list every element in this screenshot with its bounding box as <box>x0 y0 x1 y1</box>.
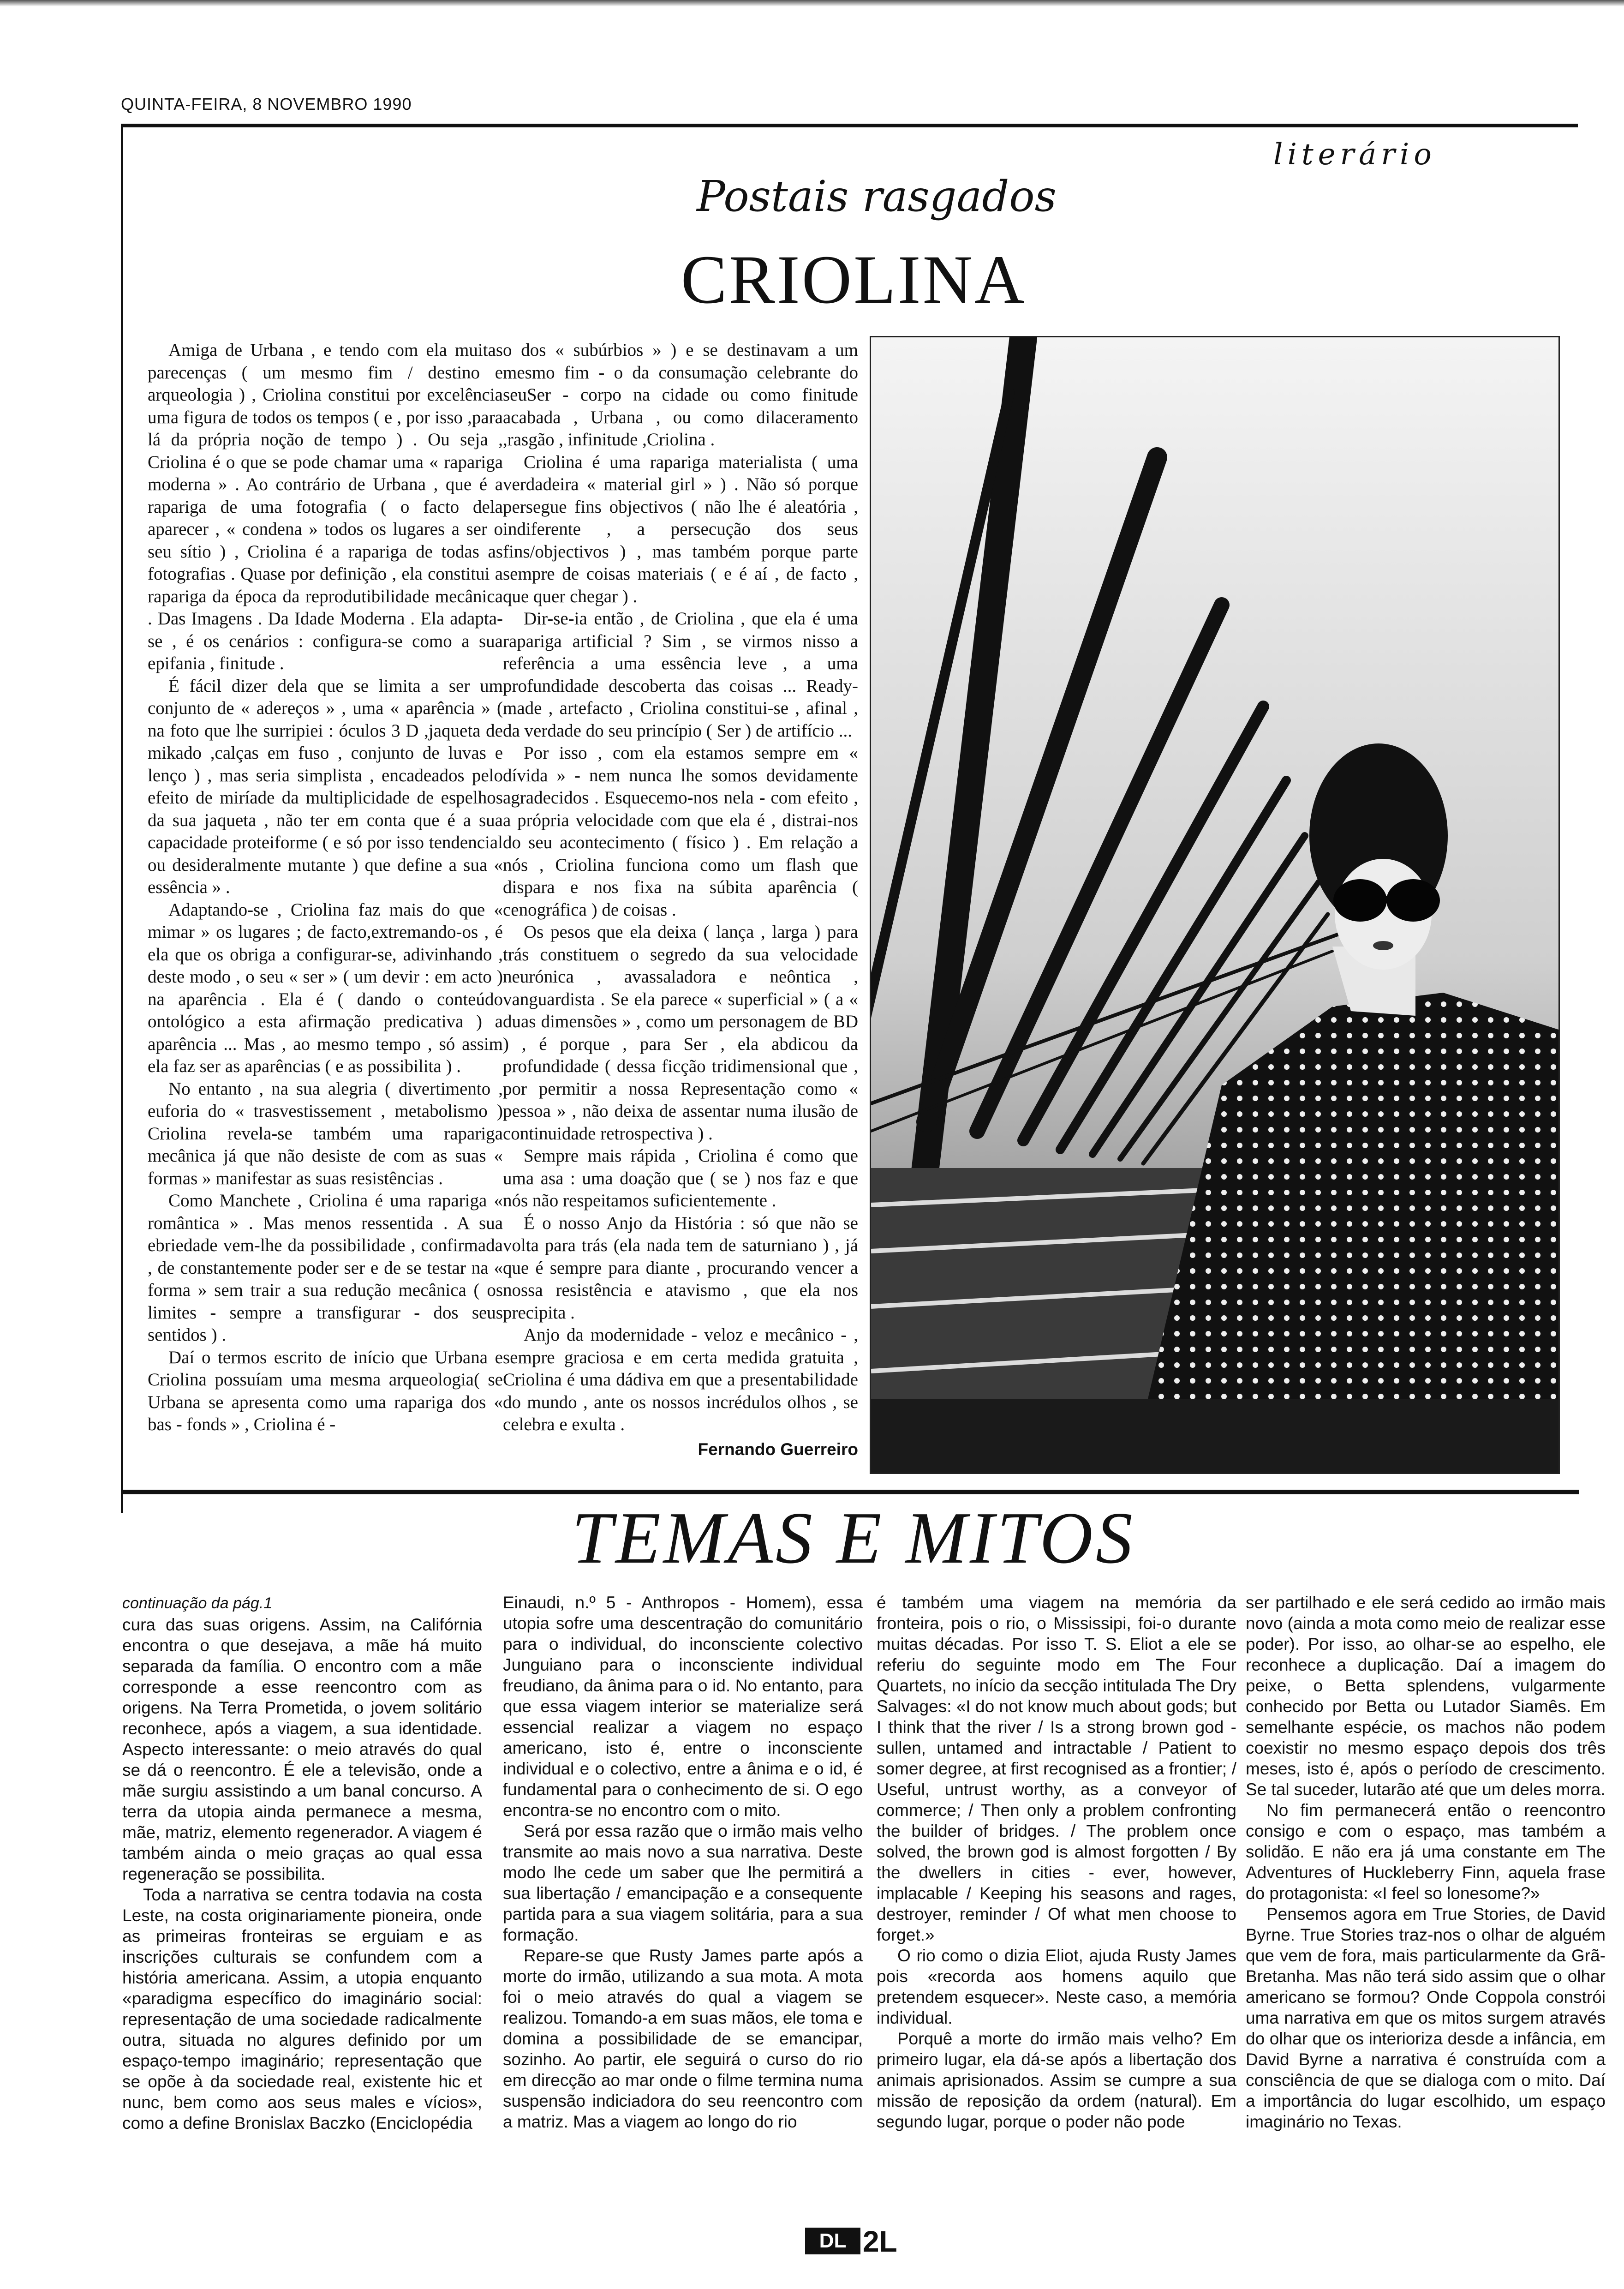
article-photo <box>870 336 1560 1474</box>
paragraph: Amiga de Urbana , e tendo com ela muitas parecenças ( um mesmo fim / destino e arqueologia ) , Criolina constitui por excelência uma figura de todos os tempos ( e , por isso ,para lá da própria noção de tempo ) . Ou seja , Criolina é o que se pode chamar uma « rapariga moderna » . Ao contrário de Urbana , que é a rapariga de uma fotografia ( o facto dela aparecer , « condena » todos os lugares a ser o seu sítio ) , Criolina é a rapariga de todas as fotografias . Quase por definição , ela constitui a rapariga da época da reprodutibilidade mecânica . Das Imagens . Da Idade Moderna . Ela adapta-se , é os cenários : configura-se como a sua epifania , finitude . <box>148 340 503 673</box>
paragraph: o dos « subúrbios » ) e se destinavam a um mesmo fim - o da consumação celebrante do seuSer - corpo na cidade ou como finitude acabada , Urbana , ou como dilaceramento ,rasgão , infinitude ,Criolina . <box>503 340 858 449</box>
paragraph: Será por essa razão que o irmão mais velho transmite ao mais novo a sua narrativa. Deste modo lhe cede um saber que lhe permitirá a sua libertação / emancipação e a consequente partida para a sua viagem solitária, para a sua formação. <box>503 1822 863 1944</box>
paragraph: Porquê a morte do irmão mais velho? Em primeiro lugar, ela dá-se após a libertação dos animais aprisionados. Assim se cumpre a sua missão de reposição da ordem (natural). Em segundo lugar, porque o poder não pode <box>877 2029 1236 2131</box>
paragraph: Por isso , com ela estamos sempre em « dívida » - nem nunca lhe somos devidamente agradecidos . Esquecemo-nos nela - com efeito , a própria velocidade com que ela é , distrai-nos do seu acontecimento ( físico ) . Em relação a nós , Criolina funciona como um flash que dispara e nos fixa na súbita aparência ( cenográfica ) de coisas . <box>503 743 858 920</box>
paragraph: Einaudi, n.º 5 - Anthropos - Homem), essa utopia sofre uma descentração do comunitário para o individual, do inconsciente colectivo Junguiano para o inconsciente individual freudiano, da ânima para o id. No entanto, para que essa viagem interior se materialize será essencial realizar a viagem no espaço americano, isto é, entre o inconsciente individual e o colectivo, entre a ânima e o id, é fundamental para o conhecimento de si. O ego encontra-se no encontro com o mito. <box>503 1593 863 1820</box>
photo-illustration <box>871 337 1558 1473</box>
scan-edge <box>0 0 1624 6</box>
paragraph: Daí o termos escrito de início que Urbana e Criolina possuíam uma mesma arqueologia( se Urbana se apresenta como uma rapariga dos « bas - fonds » , Criolina é - <box>148 1347 503 1434</box>
paragraph: Pensemos agora em True Stories, de David Byrne. True Stories traz-nos o olhar de alguém que vem de fora, mais particularmente da Grã-Bretanha. Mas não terá sido assim que o olhar americano se formou? Onde Coppola constrói uma narrativa em que os mitos surgem através do olhar que os interioriza desde a infância, em David Byrne a narrativa é construída com a consciência de que se dialoga com o mito. Daí a importância do lugar escolhido, um espaço imaginário no Texas. <box>1246 1905 1606 2131</box>
article-kicker: Postais rasgados <box>697 172 1057 221</box>
paragraph: Criolina é uma rapariga materialista ( uma verdadeira « material girl » ) . Não só porque persegue fins objectivos ( não lhe é aleatória , indiferente , a persecução dos seus fins/objectivos ) , mas também porque parte sempre de coisas materiais ( e é aí , de facto , que quer chegar ) . <box>503 452 858 606</box>
paragraph: Anjo da modernidade - veloz e mecânico - , sempre graciosa e em certa medida gratuita , Criolina é uma dádiva em que a presentabilidade do mundo , ante os nossos incrédulos olhos , se celebra e exulta . <box>503 1325 858 1434</box>
article-title: CRIOLINA <box>681 241 1027 318</box>
publication-logo: DL <box>805 2228 860 2254</box>
column-1 <box>122 1614 482 2210</box>
paragraph: ser partilhado e ele será cedido ao irmão mais novo (ainda a mota como meio de realizar esse poder). Por isso, ao olhar-se ao espelho, ele reconhece a duplicação. Daí a imagem do peixe, o Betta splendens, vulgarmente conhecido por Betta ou Lutador Siamês. Em semelhante espécie, os machos não podem coexistir no mesmo espaço depois dos três meses, isto é, após o período de crescimento. Se tal suceder, lutarão até que um deles morra. <box>1246 1593 1606 1799</box>
column-2 <box>503 1592 863 2211</box>
paragraph: É o nosso Anjo da História : só que não se volta para trás (ela nada tem de saturniano ) , já que é sempre para diante , procurando vencer a nossa resistência e atavismo , que ela nos precipita . <box>503 1213 858 1323</box>
continuation-note: continuação da pág.1 <box>122 1594 273 1612</box>
article-column-2 <box>503 339 858 1447</box>
paragraph: Repare-se que Rusty James parte após a morte do irmão, utilizando a sua mota. A mota foi o meio através do qual a viagem se realizou. Tomando-a em suas mãos, ele toma e domina a possibilidade de se emancipar, sozinho. Ao partir, ele seguirá o curso do rio em direcção ao mar onde o filme termina numa suspensão indiciadora do seu reencontro com a matriz. Mas a viagem ao longo do rio <box>503 1946 863 2131</box>
article-column-1 <box>148 339 503 1470</box>
paragraph: No entanto , na sua alegria ( divertimento , euforia do « trasvestissement , metabolismo ) Criolina revela-se também uma rapariga mecânica já que não desiste de com as suas « formas » manifestar as suas resistências . <box>148 1079 503 1188</box>
paragraph: No fim permanecerá então o reencontro consigo e com o espaço, mas também a solidão. E não era já uma constante em The Adventures of Huckleberry Finn, aquela frase do protagonista: «I feel so lonesome?» <box>1246 1801 1606 1903</box>
left-rule <box>121 124 123 1513</box>
top-rule <box>121 124 1578 127</box>
column-3 <box>877 1592 1236 2211</box>
paragraph: Como Manchete , Criolina é uma rapariga « romântica » . Mas menos ressentida . A sua ebriedade vem-lhe da possibilidade , confirmada , de constantemente poder ser e de se testar na « forma » sem trair a sua redução mecânica ( os limites - sempre a transfigurar - dos seus sentidos ) . <box>148 1191 503 1345</box>
paragraph: Adaptando-se , Criolina faz mais do que « mimar » os lugares ; de facto,extremando-os , é ela que os obriga a configurar-se, adivinhando , deste modo , o seu « ser » ( um devir : em acto ) na aparência . Ela é ( dando o conteúdo ontológico a esta afirmação predicativa ) a aparência ... Mas , ao mesmo tempo , só assim ela faz ser as aparências ( e as possibilita ) . <box>148 899 503 1076</box>
paragraph: cura das suas origens. Assim, na Califórnia encontra o que desejava, a mãe há muito separada da família. O encontro com a mãe corresponde a esse reencontro com as origens. Na Terra Prometida, o jovem solitário reconhece, após a viagem, a sua identidade. Aspecto interessante: o meio através do qual se dá o reencontro. É ele a televisão, onde a mãe surgiu assistindo a um banal concurso. A terra da utopia ainda permanece a mesma, mãe, matriz, elemento regenerador. A viagem é também ainda o meio graças ao qual essa regeneração se possibilita. <box>122 1615 482 1883</box>
paragraph: Sempre mais rápida , Criolina é como que uma asa : uma doação que ( se ) nos faz e que nós não respeitamos suficientemente . <box>503 1146 858 1210</box>
paragraph: É fácil dizer dela que se limita a ser um conjunto de « adereços » , uma « aparência » ( na foto que lhe surripiei : óculos 3 D ,jaqueta de mikado ,calças em fuso , conjunto de luvas e lenço ) , mas seria simplista , encadeados pelo efeito de miríade da multiplicidade de espelhos da sua jaqueta , não ter em conta que é a sua capacidade proteiforme ( e só por isso tendencial ou desideralmente mutante ) que define a sua « essência » . <box>148 676 503 897</box>
section-divider <box>121 1490 1579 1494</box>
column-4 <box>1246 1592 1606 2211</box>
section-title: TEMAS E MITOS <box>572 1497 1135 1579</box>
paragraph: é também uma viagem na memória da fronteira, pois o rio, o Mississipi, foi-o durante muitas décadas. Por isso T. S. Eliot a ele se referiu do seguinte modo em The Four Quartets, no início da secção intitulada The Dry Salvages: «I do not know much about gods; but I think that the river / Is a strong brown god - sullen, untamed and intractable / Patient to somer degree, at first recognised as a frontier; / Useful, untrust worthy, as a conveyor of commerce; / Then only a problem confronting the builder of bridges. / The problem once solved, the brown god is almost forgotten / By the dwellers in cities - ever, however, implacable / Keeping his seasons and rages, destroyer, reminder / Of what men choose to forget.» <box>877 1593 1236 1944</box>
byline: Fernando Guerreiro <box>698 1440 858 1459</box>
paragraph: Dir-se-ia então , de Criolina , que ela é uma rapariga artificial ? Sim , se virmos nisso a referência a uma essência leve , a uma profundidade descoberta das coisas ... Ready-made , artefacto , Criolina constitui-se , afinal , da verdade do seu princípio ( Ser ) de artifício ... <box>503 609 858 741</box>
paragraph: O rio como o dizia Eliot, ajuda Rusty James pois «recorda aos homens aquilo que pretendem esquecer». Neste caso, a memória individual. <box>877 1946 1236 2027</box>
page-number: 2L <box>863 2225 897 2258</box>
section-label: literário <box>1273 138 1436 172</box>
paragraph: Os pesos que ela deixa ( lança , larga ) para trás constituem o segredo da sua velocidade neurónica , avassaladora e neôntica , vanguardista . Se ela parece « superficial » ( a « duas dimensões » , como um personagem de BD ) , é porque , para Ser , ela abdicou da profundidade ( dessa ficção tridimensional que , por permitir a nossa Representação como « pessoa » , não deixa de assentar numa ilusão de continuidade retrospectiva ) . <box>503 922 858 1144</box>
paragraph: Toda a narrativa se centra todavia na costa Leste, na costa originariamente pioneira, onde as primeiras fronteiras se erguiam e as inscrições culturais se confundem com a história americana. Assim, a utopia enquanto «paradigma específico do imaginário social: representação de uma sociedade radicalmente outra, situada no algures definido por um espaço-tempo imaginário; representação que se opõe à da sociedade real, existente hic et nunc, bem como aos seus males e vícios», como a define Bronislax Baczko (Enciclopédia <box>122 1885 482 2133</box>
issue-date: QUINTA-FEIRA, 8 NOVEMBRO 1990 <box>121 95 412 114</box>
